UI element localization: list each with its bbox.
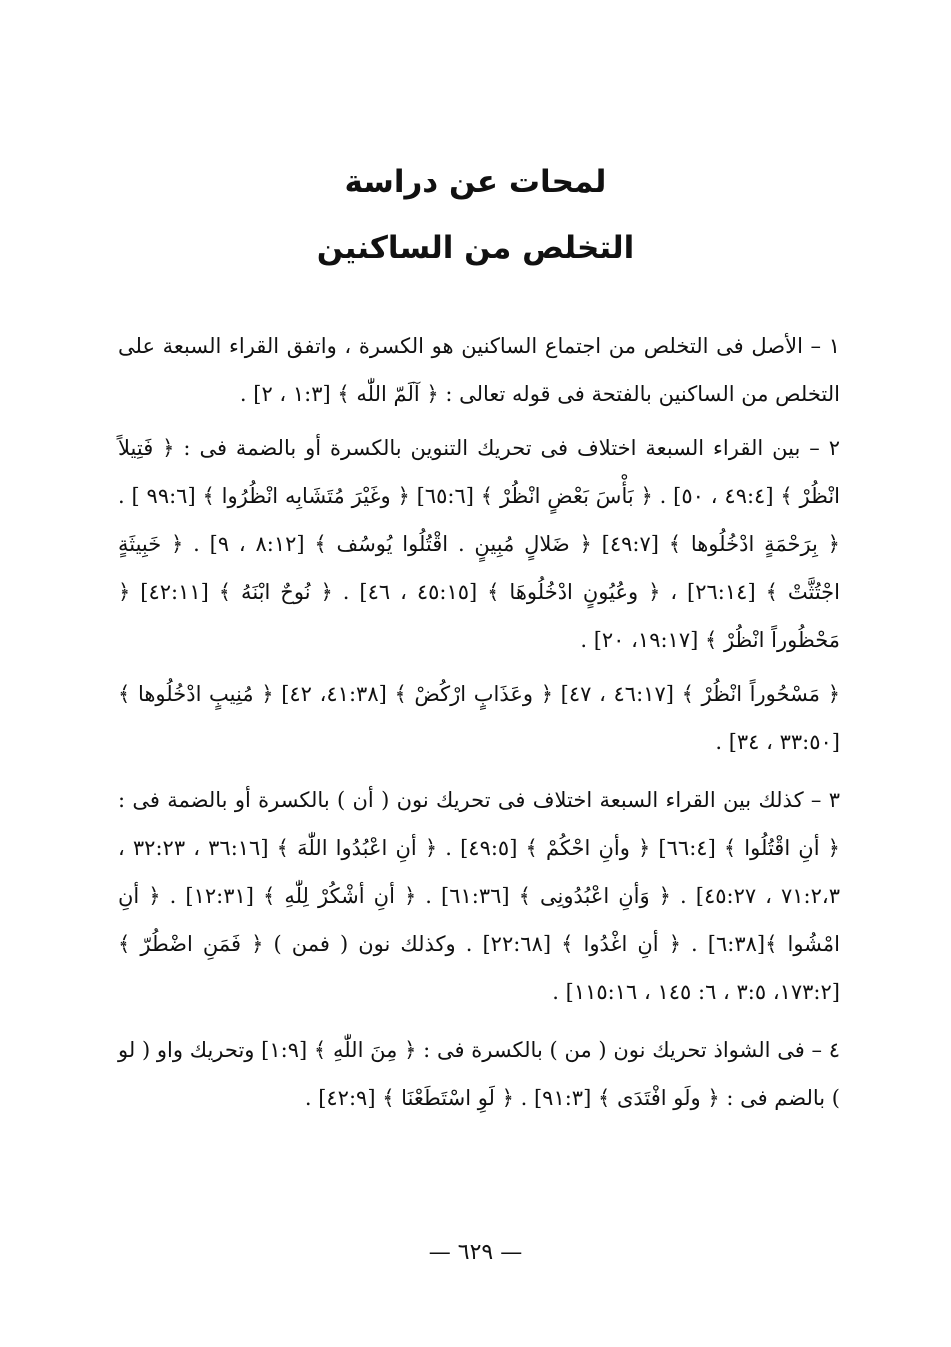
paragraph-1: ١ – الأصل فى التخلص من اجتماع الساكنين هو الكسرة ، واتفق القراء السبعة على التخلص من الساكنين بالفتحة فى قوله تعالى : ﴿ آلَمّ اللّٰه ﴾ [١:٣ ، ٢] . [118,334,840,406]
paragraph-3: ٣ – كذلك بين القراء السبعة اختلاف فى تحريك نون ( أن ) بالكسرة أو بالضمة فى : ﴿ أنِ اقْتُلُوا ﴾ [٦٦:٤] ﴿ وأنِ احْكُمْ ﴾ [٤٩:٥] . ﴿ أنِ اعْبُدُوا اللّٰهَ ﴾ [٣٦:١٦ ، ٣٢:٢٣ ، ٧١:٢،٣ ، ٤٥:٢٧] . ﴿ وَأنِ اعْبُدُونِى ﴾ [٦١:٣٦] . ﴿ أنِ أشْكُرْ لِلّٰهِ ﴾ [١٢:٣١] . ﴿ أنِ امْشُوا ﴾[٦:٣٨] . ﴿ أنِ اغْدُوا ﴾ [٢٢:٦٨] . وكذلك نون ( فمن ) ﴿ فَمَنِ اضْطُرّ ﴾ [١٧٣:٢، ٣:٥ ، ٦: ١٤٥ ، ١١٥:١٦] . [118,788,840,1004]
page-title: لمحات عن دراسة [344,164,607,200]
page-subtitle: التخلص من الساكنين [316,230,635,266]
page-number: — ٦٢٩ — [428,1240,523,1265]
paragraph-2: ٢ – بين القراء السبعة اختلاف فى تحريك التنوين بالكسرة أو بالضمة فى : ﴿ فَتِيلاً انْظُرْ ﴾ [٤٩:٤ ، ٥٠] . ﴿ بَأْسَ بَعْضٍ انْظُرْ ﴾ [٦٥:٦] ﴿ وغَيْرَ مُتَشَابِه انْظُرُوا ﴾ [٩٩:٦ ] . ﴿ بِرَحْمَةٍ ادْخُلُوها ﴾ [٤٩:٧] ﴿ ضَلالٍ مُبِينٍ . اقْتُلُوا يُوسُف ﴾ [٨:١٢ ، ٩] . ﴿ خَبِيثَةٍ اجْتُثَّتْ ﴾ [٢٦:١٤] ، ﴿ وعُيُونٍ ادْخُلُوهَا ﴾ [٤٥:١٥ ، ٤٦] . ﴿ نُوحٌ ابْنَهُ ﴾ [٤٢:١١] ﴿ مَحْظُوراً انْظُرْ ﴾ [١٩:١٧، ٢٠] . [118,436,841,652]
body-text [118,322,840,1128]
paragraph-2-continued: ﴿ مَسْحُوراً انْظُرْ ﴾ [٤٦:١٧ ، ٤٧] ﴿ وعَذَابٍ ارْكُضْ ﴾ [٤١:٣٨، ٤٢] ﴿ مُنِيبٍ ادْخُلُوها ﴾ [٣٣:٥٠ ، ٣٤] . [118,682,841,754]
paragraph-4: ٤ – فى الشواذ تحريك نون ( من ) بالكسرة فى : ﴿ مِنَ اللّٰهِ ﴾ [١:٩] وتحريك واو ( لو ) بالضم فى : ﴿ ولَو افْتَدَى ﴾ [٩١:٣] . ﴿ لَوِ اسْتَطَعْنَا ﴾ [٤٢:٩] . [118,1038,840,1110]
